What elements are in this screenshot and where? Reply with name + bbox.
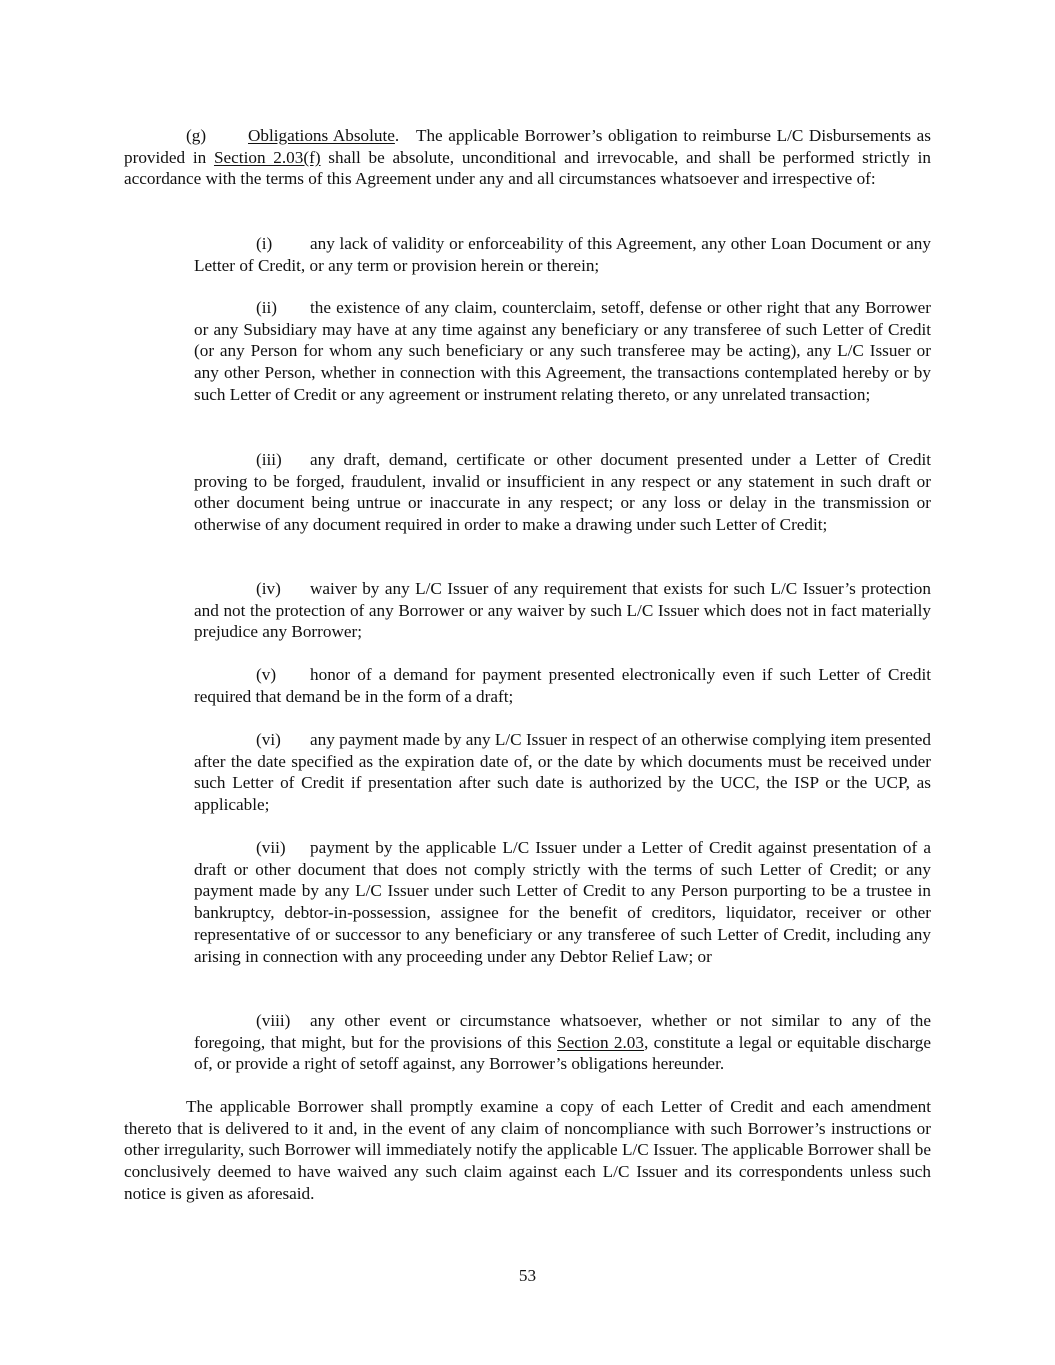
clause-i [194,233,931,276]
closing-paragraph: The applicable Borrower shall promptly examine a copy of each Letter of Credit and each amendment thereto that is delivered to it and, in the event of any claim of noncompliance with such Borrower’s instructions or other irregularity, such Borrower will immediately notify the applicable L/C Issuer. The applicable Borrower shall be conclusively deemed to have waived any such claim against each L/C Issuer and its correspondents unless such notice is given as aforesaid. [124,1097,931,1203]
page-number: 53 [518,1266,537,1285]
section-g-marker: (g) [186,126,207,145]
clause-vii-text: payment by the applicable L/C Issuer under a Letter of Credit against presentation of a draft or other document that does not comply strictly with the terms of such Letter of Credit; or any payment made by any L/C Issuer under such Letter of Credit to any Person purporting to be a trustee in bankruptcy, debtor-in-possession, assignee for the benefit of creditors, liquidator, receiver or other representative of or successor to any beneficiary or any transferee of such Letter of Credit, including any arising in connection with any proceeding under any Debtor Relief Law; or [194,838,931,966]
clause-v [194,664,931,707]
clause-v-text: honor of a demand for payment presented electronically even if such Letter of Credit required that demand be in the form of a draft; [194,665,931,706]
clause-vi [194,729,931,816]
clause-viii-text-1: any other event or circumstance whatsoever, whether or not similar to any of the foregoing, that might, but for the provisions of this [194,1011,931,1052]
section-ref-2-03: Section 2.03 [557,1032,644,1052]
clause-ii [194,297,931,406]
clause-vi-text: any payment made by any L/C Issuer in respect of an otherwise complying item presented after the date specified as the expiration date of, or the date by which documents must be received under such Letter of Credit if presentation after such date is authorized by the UCC, the ISP or the UCP, as applicable; [194,730,931,815]
clause-iv [194,578,931,643]
clause-viii [194,1010,931,1075]
clause-viii-text-2: , constitute a legal or equitable discharge of, or provide a right of setoff against, any Borrower’s obligations hereunder. [194,1032,931,1074]
clause-iv-marker: (iv) [256,579,281,598]
section-g-text-2: shall be absolute, unconditional and irrevocable, and shall be performed strictly in accordance with the terms of this Agreement under any and all circumstances whatsoever and irrespective of: [124,147,931,189]
clause-iii [194,449,931,536]
clause-vii-marker: (vii) [256,838,286,857]
clause-vii [194,837,931,967]
clause-iii-text: any draft, demand, certificate or other document presented under a Letter of Credit proving to be forged, fraudulent, invalid or insufficient in any respect or any statement in such draft or other document being untrue or inaccurate in any respect; or any loss or delay in the transmission or otherwise of any document required in order to make a drawing under such Letter of Credit; [194,450,931,535]
clause-v-marker: (v) [256,665,277,684]
section-g-heading-punct: . [394,126,400,145]
section-g-paragraph [124,125,931,190]
clause-i-marker: (i) [256,234,273,253]
clause-iii-marker: (iii) [256,450,282,469]
section-g-text-1: The applicable Borrower’s obligation to reimburse L/C Disbursements as provided in [124,126,931,167]
clause-viii-marker: (viii) [256,1011,291,1030]
clause-vi-marker: (vi) [256,730,281,749]
clause-ii-text: the existence of any claim, counterclaim, setoff, defense or other right that any Borrower or any Subsidiary may have at any time against any beneficiary or any transferee of such Letter of Credit (or any Person for whom any such beneficiary or any such transferee may be acting), any L/C Issuer or any other Person, whether in connection with this Agreement, the transactions contemplated hereby or by such Letter of Credit or any agreement or instrument relating thereto, or any unrelated transaction; [194,298,931,404]
clause-ii-marker: (ii) [256,298,277,317]
section-ref-2-03f: Section 2.03(f) [213,147,321,167]
section-g-heading: Obligations Absolute [248,126,395,145]
clause-i-text: any lack of validity or enforceability of this Agreement, any other Loan Document or any Letter of Credit, or any term or provision herein or therein; [194,234,931,275]
clause-iv-text: waiver by any L/C Issuer of any requirement that exists for such L/C Issuer’s protection and not the protection of any Borrower or any waiver by such L/C Issuer which does not in fact materially prejudice any Borrower; [194,579,931,642]
